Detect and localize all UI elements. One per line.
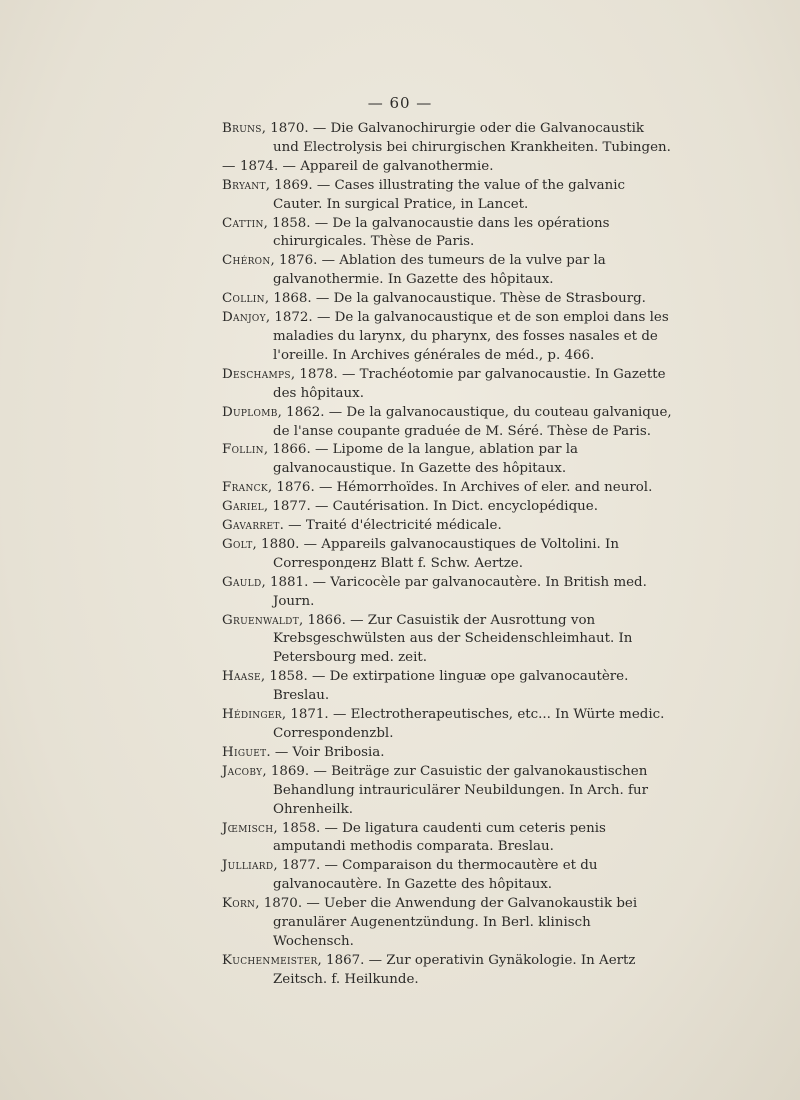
entry-author: Duplomb (222, 404, 278, 420)
entry-author: Deschamps (222, 366, 291, 382)
entry-author: Gariel (222, 499, 264, 515)
bibliography-entry (222, 177, 672, 215)
entry-author: Bruns (222, 121, 262, 136)
entry-author: Jacoby (222, 763, 263, 779)
entry-author: Franck (222, 480, 268, 496)
entry-author: Julliard (222, 858, 274, 874)
entry-text: , 1877. — Comparaison du thermocautère et du galvanocautère. In Gazette des hôpitaux. (273, 858, 598, 893)
entry-text: , 1862. — De la galvanocaustique, du couteau galvanique, de l'anse coupante graduée de M. Séré. Thèse de Paris. (273, 404, 672, 439)
bibliography-entry (222, 252, 672, 290)
entry-text: , 1880. — Appareils galvanocaustiques de Voltolini. In Corresponденz Blatt f. Schw. Aertze. (252, 536, 619, 571)
entry-author: Gauld (222, 574, 262, 590)
entry-author: Korn (222, 896, 256, 912)
bibliography-entry (222, 706, 672, 744)
bibliography-entry (222, 158, 672, 177)
entry-author: Jœmisch (222, 820, 274, 836)
entry-author: Kuchenmeister (222, 952, 318, 968)
entry-text: , 1878. — Trachéotomie par galvanocaustie. In Gazette des hôpitaux. (273, 366, 666, 401)
entry-text: , 1858. — De ligatura caudenti cum ceteris penis amputandi methodis comparata. Breslau. (273, 820, 606, 855)
entry-text: , 1867. — Zur operativin Gynäkologie. In Aertz Zeitsch. f. Heilkunde. (273, 952, 636, 987)
bibliography-entry (222, 215, 672, 253)
entry-author: Hédinger (222, 707, 282, 723)
entry-text: , 1870. — Ueber die Anwendung der Galvanokaustik bei granulärer Augenentzündung. In Berl. klinisch Wochensch. (255, 896, 638, 949)
entry-text: . — Traité d'électricité médicale. (279, 518, 502, 534)
entry-author: Danjoy (222, 310, 266, 326)
entry-text: , 1870. — Die Galvanochirurgie oder die Galvanocaustik und Electrolysis bei chirurgischen Krankheiten. Tubingen. (261, 121, 671, 155)
entry-author: Haase (222, 669, 261, 685)
entry-text: , 1869. — Beiträge zur Casuistic der galvanokaustischen Behandlung intrauriculärer Neubildungen. In Arch. fur Ohrenheilk. (262, 763, 648, 817)
bibliography-entry (222, 441, 672, 479)
entry-author: Gavarret (222, 518, 280, 534)
bibliography-entry (222, 857, 672, 895)
entry-text: . — Voir Bribosia. (266, 744, 385, 760)
entry-text: , 1881. — Varicocèle par galvanocautère. In British med. Journ. (261, 574, 647, 609)
entry-author: Gruenwaldt (222, 612, 299, 628)
bibliography-entry (222, 763, 672, 820)
entry-text: , 1877. — Cautérisation. In Dict. encyclopédique. (263, 499, 598, 515)
entry-text: , 1869. — Cases illustrating the value of the galvanic Cauter. In surgical Pratice, in Lancet. (265, 177, 625, 212)
entry-text: , 1871. — Electrotherapeutisches, etc... In Würte medic. Correspondenzbl. (273, 707, 665, 741)
bibliography-entry (222, 120, 672, 158)
entry-text: , 1866. — Zur Casuistik der Ausrottung von Krebsgeschwülsten aus der Scheidenschleimhaut. In Petersbourg med. zeit. (273, 612, 633, 666)
bibliography-entry (222, 404, 672, 442)
entry-text: , 1866. — Lipome de la langue, ablation par la galvanocaustique. In Gazette des hôpitaux. (263, 442, 579, 477)
entry-text: 1874. — Appareil de galvanothermie. (235, 158, 494, 174)
entry-author: Follin (222, 442, 264, 458)
entry-author: Bryant (222, 177, 266, 193)
entry-text: , 1858. — De la galvanocaustie dans les opérations chirurgicales. Thèse de Paris. (263, 215, 610, 250)
bibliography-list (222, 120, 672, 990)
bibliography-entry (222, 744, 672, 763)
bibliography-entry (222, 668, 672, 706)
bibliography-entry (222, 612, 672, 669)
bibliography-entry (222, 895, 672, 952)
bibliography-entry (222, 498, 672, 517)
bibliography-entry (222, 517, 672, 536)
bibliography-entry (222, 366, 672, 404)
entry-author: Higuet (222, 744, 267, 760)
bibliography-entry (222, 290, 672, 309)
bibliography-entry (222, 952, 672, 990)
page-number: — 60 — (367, 94, 433, 112)
entry-text: , 1876. — Ablation des tumeurs de la vulve par la galvanothermie. In Gazette des hôpitaux. (270, 253, 606, 288)
entry-author: Cattin (222, 215, 264, 231)
bibliography-entry (222, 479, 672, 498)
bibliography-entry (222, 309, 672, 366)
bibliography-entry (222, 574, 672, 612)
entry-author: Golt (222, 536, 253, 552)
entry-text: , 1876. — Hémorrhoïdes. In Archives of eler. and neurol. (267, 480, 653, 496)
entry-text: , 1868. — De la galvanocaustique. Thèse de Strasbourg. (264, 291, 646, 307)
entry-author: Chéron (222, 253, 271, 269)
entry-author: Collin (222, 291, 265, 307)
entry-author: — (222, 158, 236, 174)
bibliography-entry (222, 536, 672, 574)
bibliography-entry (222, 820, 672, 858)
entry-text: , 1858. — De extirpatione linguæ ope galvanocautère. Breslau. (260, 669, 629, 704)
entry-text: , 1872. — De la galvanocaustique et de son emploi dans les maladies du larynx, du pharynx, des fosses nasales et de l'oreille. In Archives générales de méd., p. 466. (265, 310, 669, 363)
